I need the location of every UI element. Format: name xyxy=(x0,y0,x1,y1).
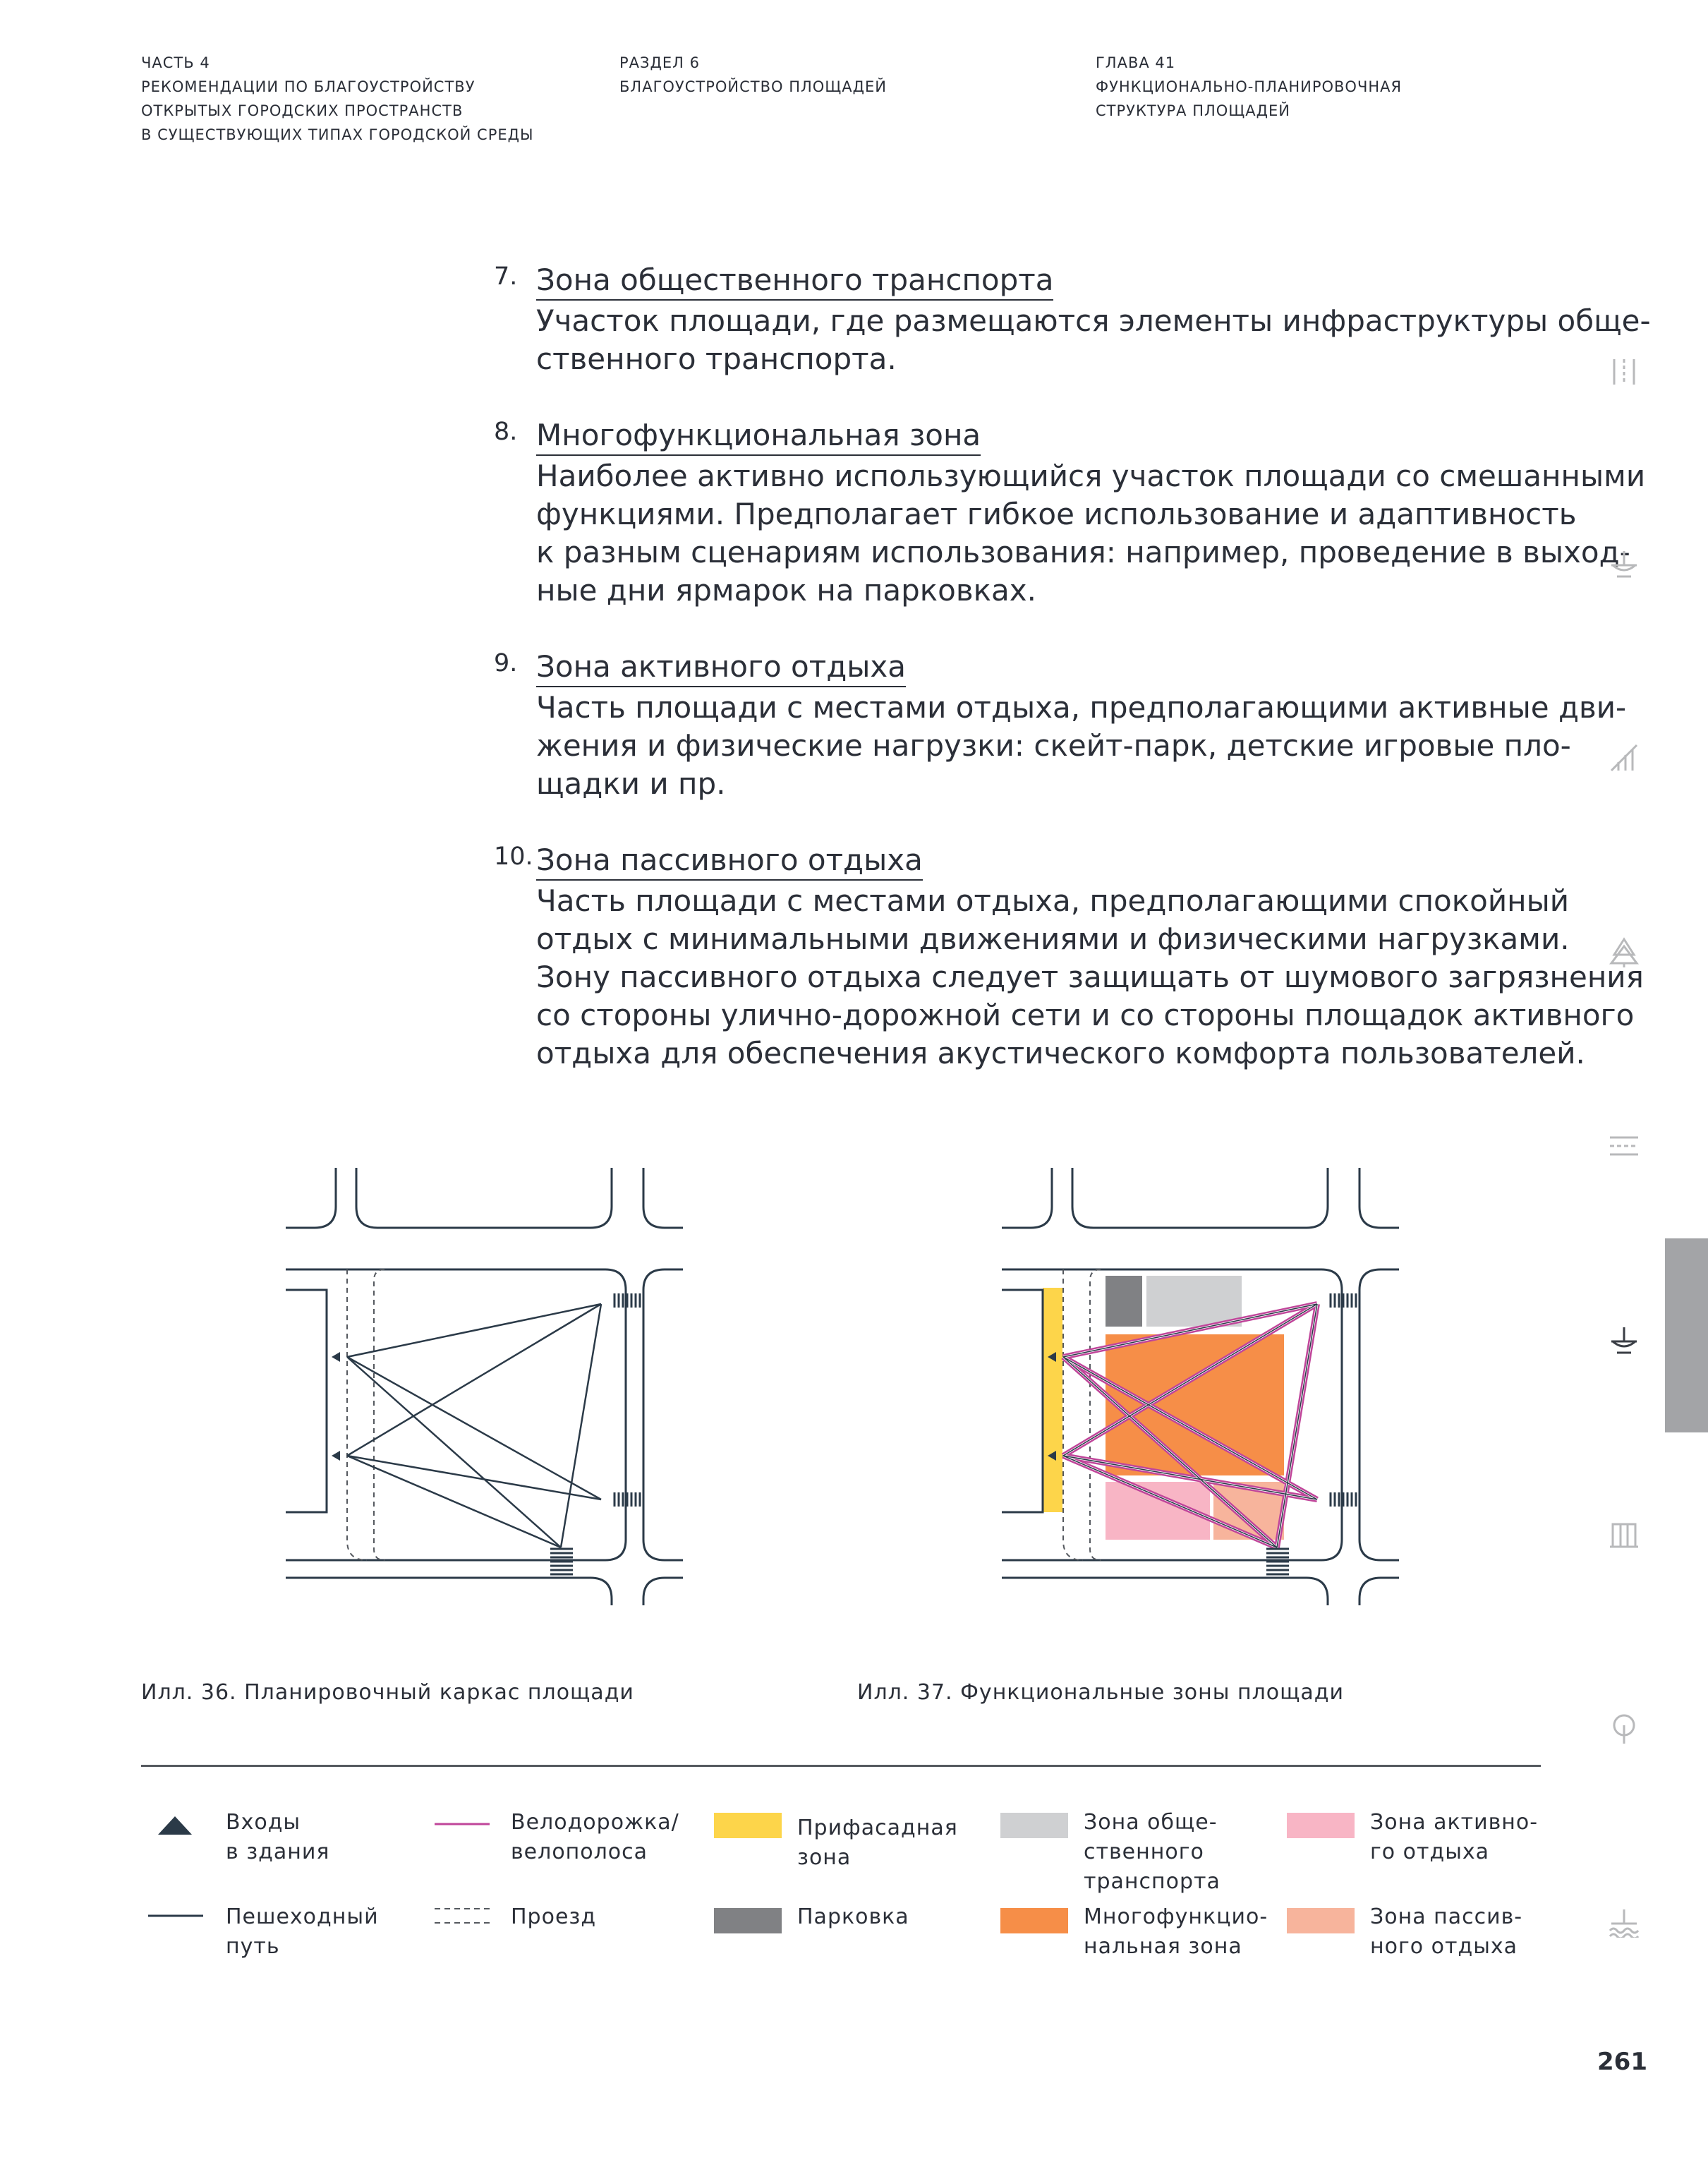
list-item xyxy=(494,841,1644,1073)
pavement-icon xyxy=(1609,1130,1640,1161)
zone-definitions-list xyxy=(494,261,1651,1111)
road-edge xyxy=(1002,1290,1043,1512)
legend-label-entrances: Входы в здания xyxy=(226,1810,330,1864)
item-text-line: функциями. Предполагает гибкое использование и адаптивность xyxy=(536,497,1577,531)
item-text-line: ные дни ярмарок на парковках. xyxy=(536,573,1036,608)
pedestrian-path xyxy=(347,1456,561,1547)
driveway-dashed xyxy=(1090,1269,1101,1560)
building-entrance-icon xyxy=(332,1352,340,1362)
item-number: 10. xyxy=(494,843,533,871)
header-part-line: ОТКРЫТЫХ ГОРОДСКИХ ПРОСТРАНСТВ xyxy=(141,102,464,119)
crosswalk xyxy=(614,1293,640,1308)
caption-illustration-36: Илл. 36. Планировочный каркас площади xyxy=(141,1680,634,1705)
legend-label-facade: Прифасадная зона xyxy=(797,1816,958,1870)
road-edge xyxy=(643,1269,683,1560)
facade-zone xyxy=(1043,1288,1062,1512)
item-text-line: со стороны улично-дорожной сети и со стороны площадок активного xyxy=(536,998,1635,1032)
entrance-triangle-icon xyxy=(157,1815,193,1836)
header-section xyxy=(619,51,887,99)
page-number: 261 xyxy=(1597,2048,1647,2076)
list-item xyxy=(494,416,1646,610)
building-entrance-icon xyxy=(332,1451,340,1461)
legend-label-parking: Парковка xyxy=(797,1905,909,1929)
legend-divider xyxy=(141,1765,1541,1767)
item-text-line: Наиболее активно использующийся участок площади со смешанными xyxy=(536,459,1646,493)
header-chapter-line: СТРУКТУРА ПЛОЩАДЕЙ xyxy=(1096,102,1291,119)
item-text-line: щадки и пр. xyxy=(536,766,726,801)
item-number: 7. xyxy=(494,262,518,291)
waterfront-icon xyxy=(1609,1907,1640,1938)
road-edge xyxy=(643,1168,683,1228)
driveway-dashed-swatch xyxy=(435,1905,491,1926)
item-text xyxy=(536,457,1646,610)
item-text-line: отдыха для обеспечения акустического комфорта пользователей. xyxy=(536,1036,1585,1070)
public-transport-swatch xyxy=(1000,1813,1068,1838)
road-edge xyxy=(1359,1269,1399,1560)
road-edge xyxy=(1002,1168,1052,1228)
road-edge xyxy=(286,1269,626,1560)
item-text-line: Часть площади с местами отдыха, предполагающими активные дви- xyxy=(536,690,1627,725)
item-title: Зона активного отдыха xyxy=(536,648,906,687)
legend-label-bike: Велодорожка/ велополоса xyxy=(511,1810,679,1864)
legend-label-active-recreation: Зона активно- го отдыха xyxy=(1370,1810,1539,1864)
driveway-dashed xyxy=(1063,1269,1083,1560)
driveway-dashed xyxy=(347,1269,367,1560)
public-transport-zone xyxy=(1146,1276,1242,1327)
header-part-line: РЕКОМЕНДАЦИИ ПО БЛАГОУСТРОЙСТВУ xyxy=(141,78,476,95)
item-text xyxy=(536,689,1627,803)
legend-label-passive-recreation: Зона пассив- ного отдыха xyxy=(1370,1905,1523,1959)
item-text xyxy=(536,302,1651,378)
multifunctional-swatch xyxy=(1000,1908,1068,1933)
item-title: Зона общественного транспорта xyxy=(536,261,1053,301)
bike-line-swatch xyxy=(435,1821,491,1828)
parking-swatch xyxy=(714,1908,782,1933)
item-text-line: Зону пассивного отдыха следует защищать от шумового загрязнения xyxy=(536,960,1644,994)
pedestrian-path xyxy=(347,1304,601,1357)
road-edge xyxy=(286,1168,336,1228)
crosswalk xyxy=(614,1492,640,1507)
fountain-icon xyxy=(1609,548,1640,579)
road-edge xyxy=(356,1168,612,1228)
legend-label-multifunctional: Многофункцио- нальная зона xyxy=(1084,1905,1268,1959)
crosswalk xyxy=(1331,1293,1356,1308)
list-item xyxy=(494,648,1627,803)
header-section-line: БЛАГОУСТРОЙСТВО ПЛОЩАДЕЙ xyxy=(619,78,888,95)
header-part-line: ЧАСТЬ 4 xyxy=(141,54,210,71)
item-text-line: к разным сценариям использования: например, проведение в выход- xyxy=(536,535,1630,569)
illustration-36-plan-framework xyxy=(282,1168,691,1605)
header-part xyxy=(141,51,534,147)
road-edge xyxy=(1359,1168,1399,1228)
item-number: 8. xyxy=(494,418,518,446)
pedestrian-path xyxy=(347,1304,601,1456)
tree-icon xyxy=(1609,936,1640,967)
header-chapter-line: ФУНКЦИОНАЛЬНО-ПЛАНИРОВОЧНАЯ xyxy=(1096,78,1403,95)
legend-label-pedestrian: Пешеходный путь xyxy=(226,1905,379,1959)
square-fountain-icon xyxy=(1609,1324,1640,1356)
driveway-dashed xyxy=(374,1269,384,1560)
road-edge xyxy=(1072,1168,1328,1228)
building-icon xyxy=(1609,1519,1640,1550)
road-edge xyxy=(286,1290,327,1512)
item-text xyxy=(536,882,1644,1073)
item-title: Многофункциональная зона xyxy=(536,416,981,456)
passive-recreation-swatch xyxy=(1287,1908,1355,1933)
road-edge xyxy=(1002,1578,1328,1605)
item-text-line: ственного транспорта. xyxy=(536,342,897,376)
header-chapter xyxy=(1096,51,1402,123)
item-text-line: Участок площади, где размещаются элементы инфраструктуры обще- xyxy=(536,303,1651,338)
parking-zone xyxy=(1106,1276,1142,1327)
header-section-line: РАЗДЕЛ 6 xyxy=(619,54,700,71)
caption-illustration-37: Илл. 37. Функциональные зоны площади xyxy=(857,1680,1345,1705)
ramp-icon xyxy=(1609,742,1640,773)
item-number: 9. xyxy=(494,649,518,677)
road-edge xyxy=(1359,1578,1399,1605)
item-text-line: отдых с минимальными движениями и физическими нагрузками. xyxy=(536,922,1570,956)
crosswalk xyxy=(1266,1549,1289,1574)
item-text-line: жения и физические нагрузки: скейт-парк, детские игровые пло- xyxy=(536,728,1571,763)
facade-zone-swatch xyxy=(714,1813,782,1838)
pedestrian-line-swatch xyxy=(148,1912,205,1919)
section-tab-marker xyxy=(1665,1238,1708,1432)
item-text-line: Часть площади с местами отдыха, предполагающими спокойный xyxy=(536,883,1570,918)
item-title: Зона пассивного отдыха xyxy=(536,841,923,881)
list-item xyxy=(494,261,1651,378)
crosswalk xyxy=(1331,1492,1356,1507)
road-edge xyxy=(643,1578,683,1605)
pedestrian-path xyxy=(347,1357,561,1547)
road-edge xyxy=(286,1578,612,1605)
park-tree-icon xyxy=(1609,1713,1640,1744)
header-part-line: В СУЩЕСТВУЮЩИХ ТИПАХ ГОРОДСКОЙ СРЕДЫ xyxy=(141,126,534,143)
illustration-37-functional-zones xyxy=(998,1168,1407,1605)
lamp-bars-icon xyxy=(1609,356,1640,387)
legend-label-public-transport: Зона обще- ственного транспорта xyxy=(1084,1810,1221,1894)
active-recreation-swatch xyxy=(1287,1813,1355,1838)
pedestrian-path xyxy=(561,1304,601,1547)
multifunctional-zone xyxy=(1106,1334,1284,1475)
header-chapter-line: ГЛАВА 41 xyxy=(1096,54,1176,71)
legend-label-driveway: Проезд xyxy=(511,1905,597,1929)
crosswalk xyxy=(550,1549,573,1574)
